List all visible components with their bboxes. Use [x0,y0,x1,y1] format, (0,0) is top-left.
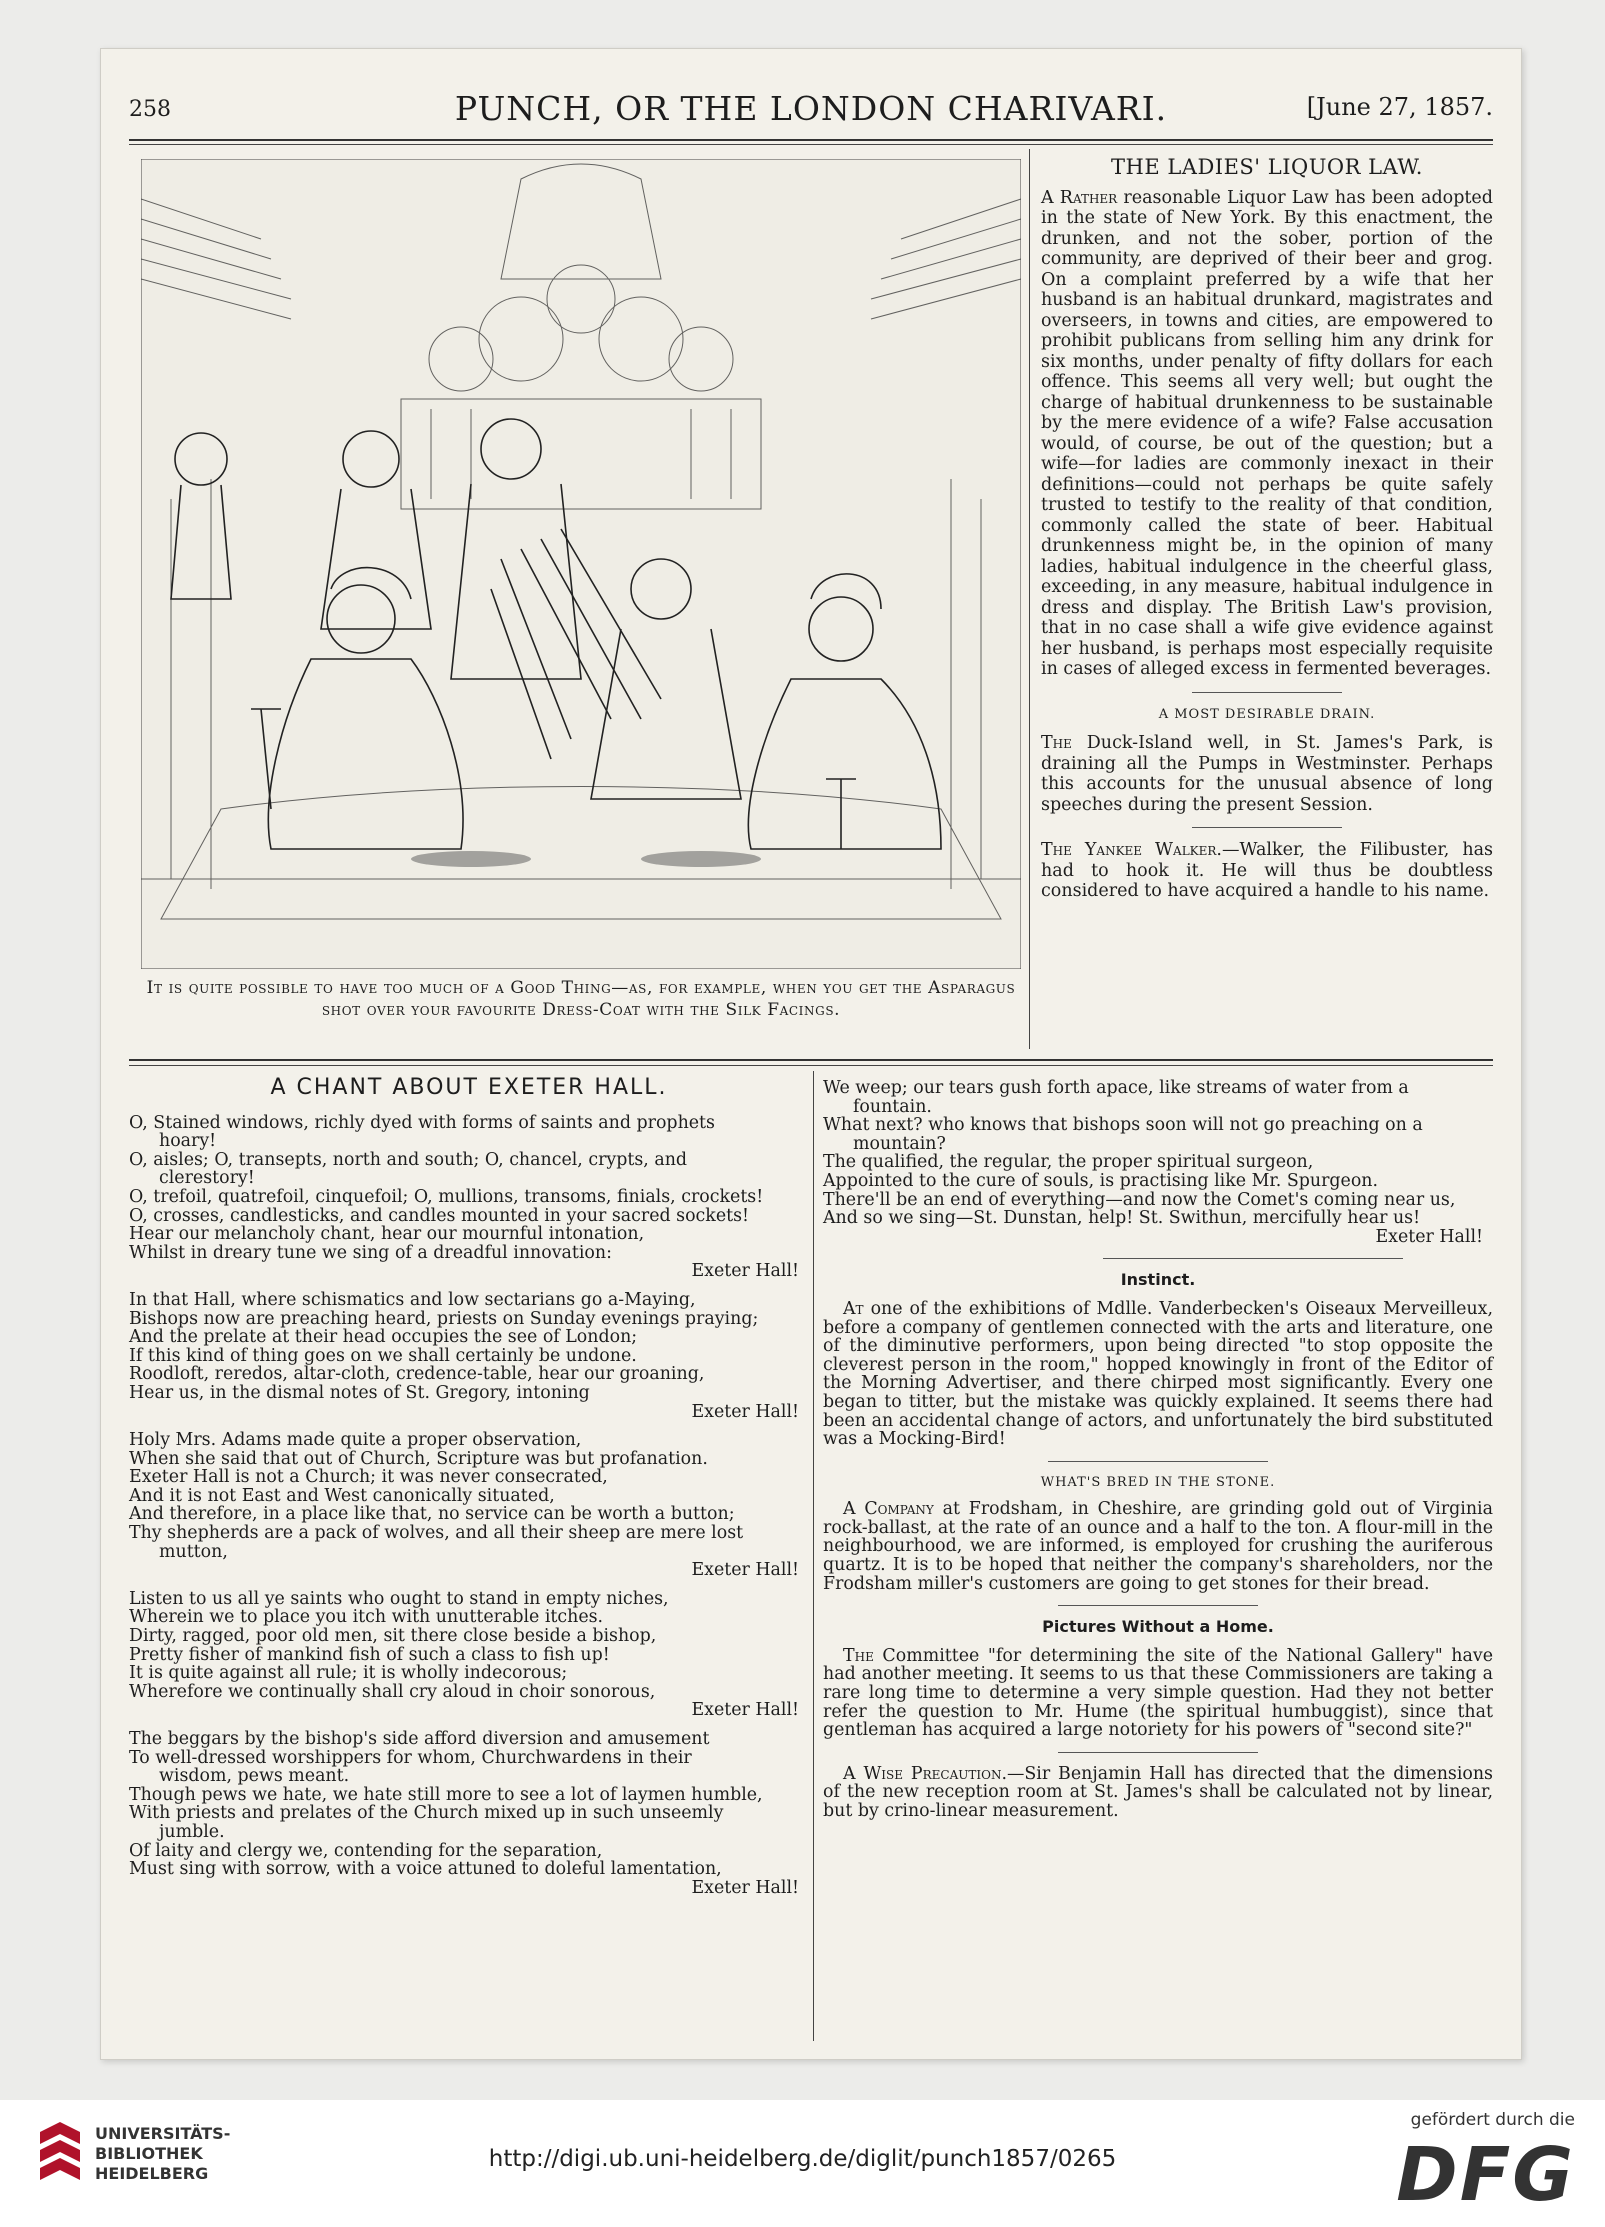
header-rule [129,139,1493,141]
verse-line: And it is not East and West canonically situated, [129,1485,555,1506]
library-line-2: BIBLIOTHEK [95,2144,203,2163]
refrain: Exeter Hall! [691,1700,799,1721]
verse-line: Must sing with sorrow, with a voice attuned to doleful lamentation, [129,1859,722,1880]
instinct-body [823,1300,1493,1449]
precaution-lead: A Wise Precaution. [843,1763,1007,1784]
masthead-title: PUNCH, OR THE LONDON CHARIVARI. [454,89,1168,128]
verse-line: Exeter Hall is not a Church; it was never consecrated, [129,1467,608,1488]
cartoon-illustration [141,159,1021,969]
chant-stanza [129,1590,809,1720]
verse-line: When she said that out of Church, Scripture was but profanation. [129,1448,708,1469]
yankee-lead: The Yankee Walker. [1041,840,1222,860]
viewer-footer [0,2100,1605,2227]
separator [1192,827,1342,828]
instinct-text: one of the exhibitions of Mdlle. Vanderbecken's Oiseaux Merveilleux, before a company of gentlemen connected with the arts and literature, one of the diminutive performers, upon being directed "to stop opposite the cleverest person in the room," hopped knowingly in front of the Editor of the Morning Advertiser, and there chirped most significantly. Every one began to titter, but the mistake was quickly explained. It seems there had been an accidental change of actors, and unfortunately the bird substituted was a Mocking-Bird! [823,1298,1493,1450]
drain-title: A MOST DESIRABLE DRAIN. [1158,706,1376,722]
verse-line: fountain. [853,1096,932,1117]
refrain: Exeter Hall! [691,1560,799,1581]
verse-line: Dirty, ragged, poor old men, sit there close beside a bishop, [129,1626,657,1647]
permalink-url[interactable]: http://digi.ub.uni-heidelberg.de/diglit/punch1857/0265 [488,2146,1117,2172]
chant-last-stanza [823,1079,1493,1246]
page-number: 258 [129,97,171,122]
right-lower-column [823,1079,1493,1821]
verse-line: Whilst in dreary tune we sing of a dreadful innovation: [129,1242,612,1263]
precaution-body [823,1765,1493,1821]
ladies-liquor-title: THE LADIES' LIQUOR LAW. [1111,155,1423,179]
verse-line: Bishops now are preaching heard, priests on Sunday evenings praying; [129,1308,759,1329]
library-line-1: UNIVERSITÄTS- [95,2124,231,2143]
verse-line: Holy Mrs. Adams made quite a proper observation, [129,1430,582,1451]
chant-stanzas [129,1114,809,1898]
verse-line: And so we sing—St. Dunstan, help! St. Swithun, mercifully hear us! [823,1208,1421,1229]
refrain: Exeter Hall! [691,1877,799,1898]
verse-line: Though pews we hate, we hate still more to see a lot of laymen humble, [129,1784,763,1805]
column-divider-upper [1029,149,1030,1049]
separator [1058,1752,1258,1753]
stone-lead: A Company [843,1499,934,1520]
chant-stanza [129,1730,809,1897]
verse-line: It is quite against all rule; it is wholly indecorous; [129,1663,568,1684]
verse-line: Listen to us all ye saints who ought to stand in empty niches, [129,1588,669,1609]
verse-line: Wherein we to place you itch with unutterable itches. [129,1607,604,1628]
yankee-body [1041,840,1493,902]
verse-line: jumble. [159,1821,225,1842]
verse-line: Pretty fisher of mankind fish of such a class to fish up! [129,1644,610,1665]
verse-line: We weep; our tears gush forth apace, like streams of water from a [823,1078,1409,1098]
pictures-text: Committee "for determining the site of the National Gallery" have had another meeting. It seems to us that these Commissioners are taking a rare long time to determine a very simple question. Had they not better refer the question to Mr. Hume (the spiritual humbuggist), since that gentleman has acquired a large notoriety for his powers of "second site?" [823,1645,1493,1741]
refrain: Exeter Hall! [691,1401,799,1422]
separator [1103,1258,1403,1259]
verse-line: wisdom, pews meant. [159,1766,350,1787]
drain-body [1041,733,1493,815]
ladies-liquor-lead: A Rather [1041,187,1118,208]
verse-line: To well-dressed worshippers for whom, Churchwardens in their [129,1747,692,1768]
separator [1048,1461,1268,1462]
verse-line: mountain? [853,1133,946,1154]
ladies-liquor-article [1041,157,1493,902]
verse-line: O, crosses, candlesticks, and candles mounted in your sacred sockets! [129,1205,750,1226]
verse-line: Hear us, in the dismal notes of St. Gregory, intoning [129,1382,590,1403]
issue-date: [June 27, 1857. [1306,93,1493,121]
verse-line: Roodloft, reredos, altar-cloth, credence-table, hear our groaning, [129,1364,705,1385]
ladies-liquor-text: reasonable Liquor Law has been adopted in the state of New York. By this enactment, the drunken, and not the sober, portion of the community, are deprived of their beer and grog. On a complaint preferred by a wife that her husband is an habitual drunkard, magistrates and overseers, in towns and cities, are empowered to prohibit publicans from selling him any drink for six months, under penalty of fifty dollars for each offence. This seems all very well; but ought the charge of habitual drunkenness to be sustainable by the mere evidence of a wife? False accusation would, of course, be out of the question; but a wife—for ladies are commonly inexact in their definitions—could not perhaps be quite safely trusted to testify to the reality of that condition, commonly called the state of beer. Habitual drunkenness might be, in the opinion of many ladies, habitual indulgence in the cheerful glass, exceeding, in any measure, habitual indulgence in dress and display. The British Law's provision, that in no case shall a wife give evidence against her husband, is perhaps most especially requisite in cases of alleged excess in fermented beverages. [1041,187,1493,679]
stone-body [823,1500,1493,1593]
verse-line: And therefore, in a place like that, no service can be worth a button; [129,1504,735,1525]
verse-line: Hear our melancholy chant, hear our mournful intonation, [129,1224,645,1245]
funded-by-label: gefördert durch die [1410,2110,1575,2130]
middle-rule [129,1059,1493,1061]
chant-stanza [129,1431,809,1580]
ladies-liquor-body [1041,188,1493,680]
chant-stanza [129,1291,809,1421]
stone-text: at Frodsham, in Cheshire, are grinding gold out of Virginia rock-ballast, at the rate of an ounce and a half to the ton. A flour-mill in the neighbourhood, we are informed, is employed for crushing the auriferous quartz. It is to be hoped that neither the company's shareholders, nor the Frodsham miller's customers are going to get stones for their bread. [823,1499,1493,1594]
verse-line: What next? who knows that bishops soon will not go preaching on a [823,1115,1423,1136]
verse-line: Thy shepherds are a pack of wolves, and all their sheep are mere lost [129,1523,744,1544]
pictures-title: Pictures Without a Home. [1042,1617,1274,1637]
stone-title: WHAT'S BRED IN THE STONE. [1040,1474,1276,1490]
instinct-lead: At [843,1298,864,1319]
pictures-lead: The [843,1645,874,1666]
verse-line: O, Stained windows, richly dyed with forms of saints and prophets [129,1112,715,1133]
drain-text: Duck-Island well, in St. James's Park, is draining all the Pumps in Westminster. Perhaps this accounts for the unusual absence of long speeches during the present Session. [1041,733,1493,815]
pictures-body [823,1647,1493,1740]
instinct-title: Instinct. [1120,1270,1196,1290]
chant-title: A CHANT ABOUT EXETER HALL. [270,1075,668,1100]
dfg-logo: DFG [1396,2132,1575,2218]
verse-line: The qualified, the regular, the proper spiritual surgeon, [823,1152,1314,1173]
newspaper-page [100,48,1522,2060]
separator [1192,692,1342,693]
verse-line: Wherefore we continually shall cry aloud in choir sonorous, [129,1681,656,1702]
middle-rule-thin [129,1065,1493,1066]
verse-line: In that Hall, where schismatics and low sectarians go a-Maying, [129,1289,696,1310]
illustration-caption: It is quite possible to have too much of a Good Thing—as, for example, when you get the Asparagus shot over your favourite Dress-Coat with the Silk Facings. [146,978,1016,1020]
page-header [129,87,1493,137]
verse-line: clerestory! [159,1168,255,1189]
verse-line: O, trefoil, quatrefoil, cinquefoil; O, mullions, transoms, finials, crockets! [129,1186,764,1207]
drain-lead: The [1041,733,1072,753]
precaution-text: —Sir Benjamin Hall has directed that the dimensions of the new reception room at St. James's shall be calculated not by linear, but by crino-linear measurement. [823,1763,1493,1821]
verse-line: And the prelate at their head occupies the see of London; [129,1327,638,1348]
verse-line: There'll be an end of everything—and now the Comet's coming near us, [823,1189,1456,1210]
refrain: Exeter Hall! [1375,1226,1483,1247]
verse-line: mutton, [159,1541,228,1562]
verse-line: hoary! [159,1131,217,1152]
separator [1058,1605,1258,1606]
verse-line: Appointed to the cure of souls, is practising like Mr. Spurgeon. [823,1170,1379,1191]
yankee-text: —Walker, the Filibuster, has had to hook it. He will thus be doubtless considered to have acquired a handle to his name. [1041,840,1494,901]
verse-line: With priests and prelates of the Church mixed up in such unseemly [129,1803,724,1824]
chant-stanza [129,1114,809,1281]
chant-poem [129,1075,809,1907]
header-rule-thin [129,144,1493,145]
refrain: Exeter Hall! [691,1261,799,1282]
library-line-3: HEIDELBERG [95,2164,209,2183]
verse-line: The beggars by the bishop's side afford diversion and amusement [129,1729,710,1749]
verse-line: If this kind of thing goes on we shall certainly be undone. [129,1345,637,1366]
column-divider-lower [813,1071,814,2041]
verse-line: Of laity and clergy we, contending for the separation, [129,1840,603,1861]
verse-line: O, aisles; O, transepts, north and south; O, chancel, crypts, and [129,1149,688,1170]
